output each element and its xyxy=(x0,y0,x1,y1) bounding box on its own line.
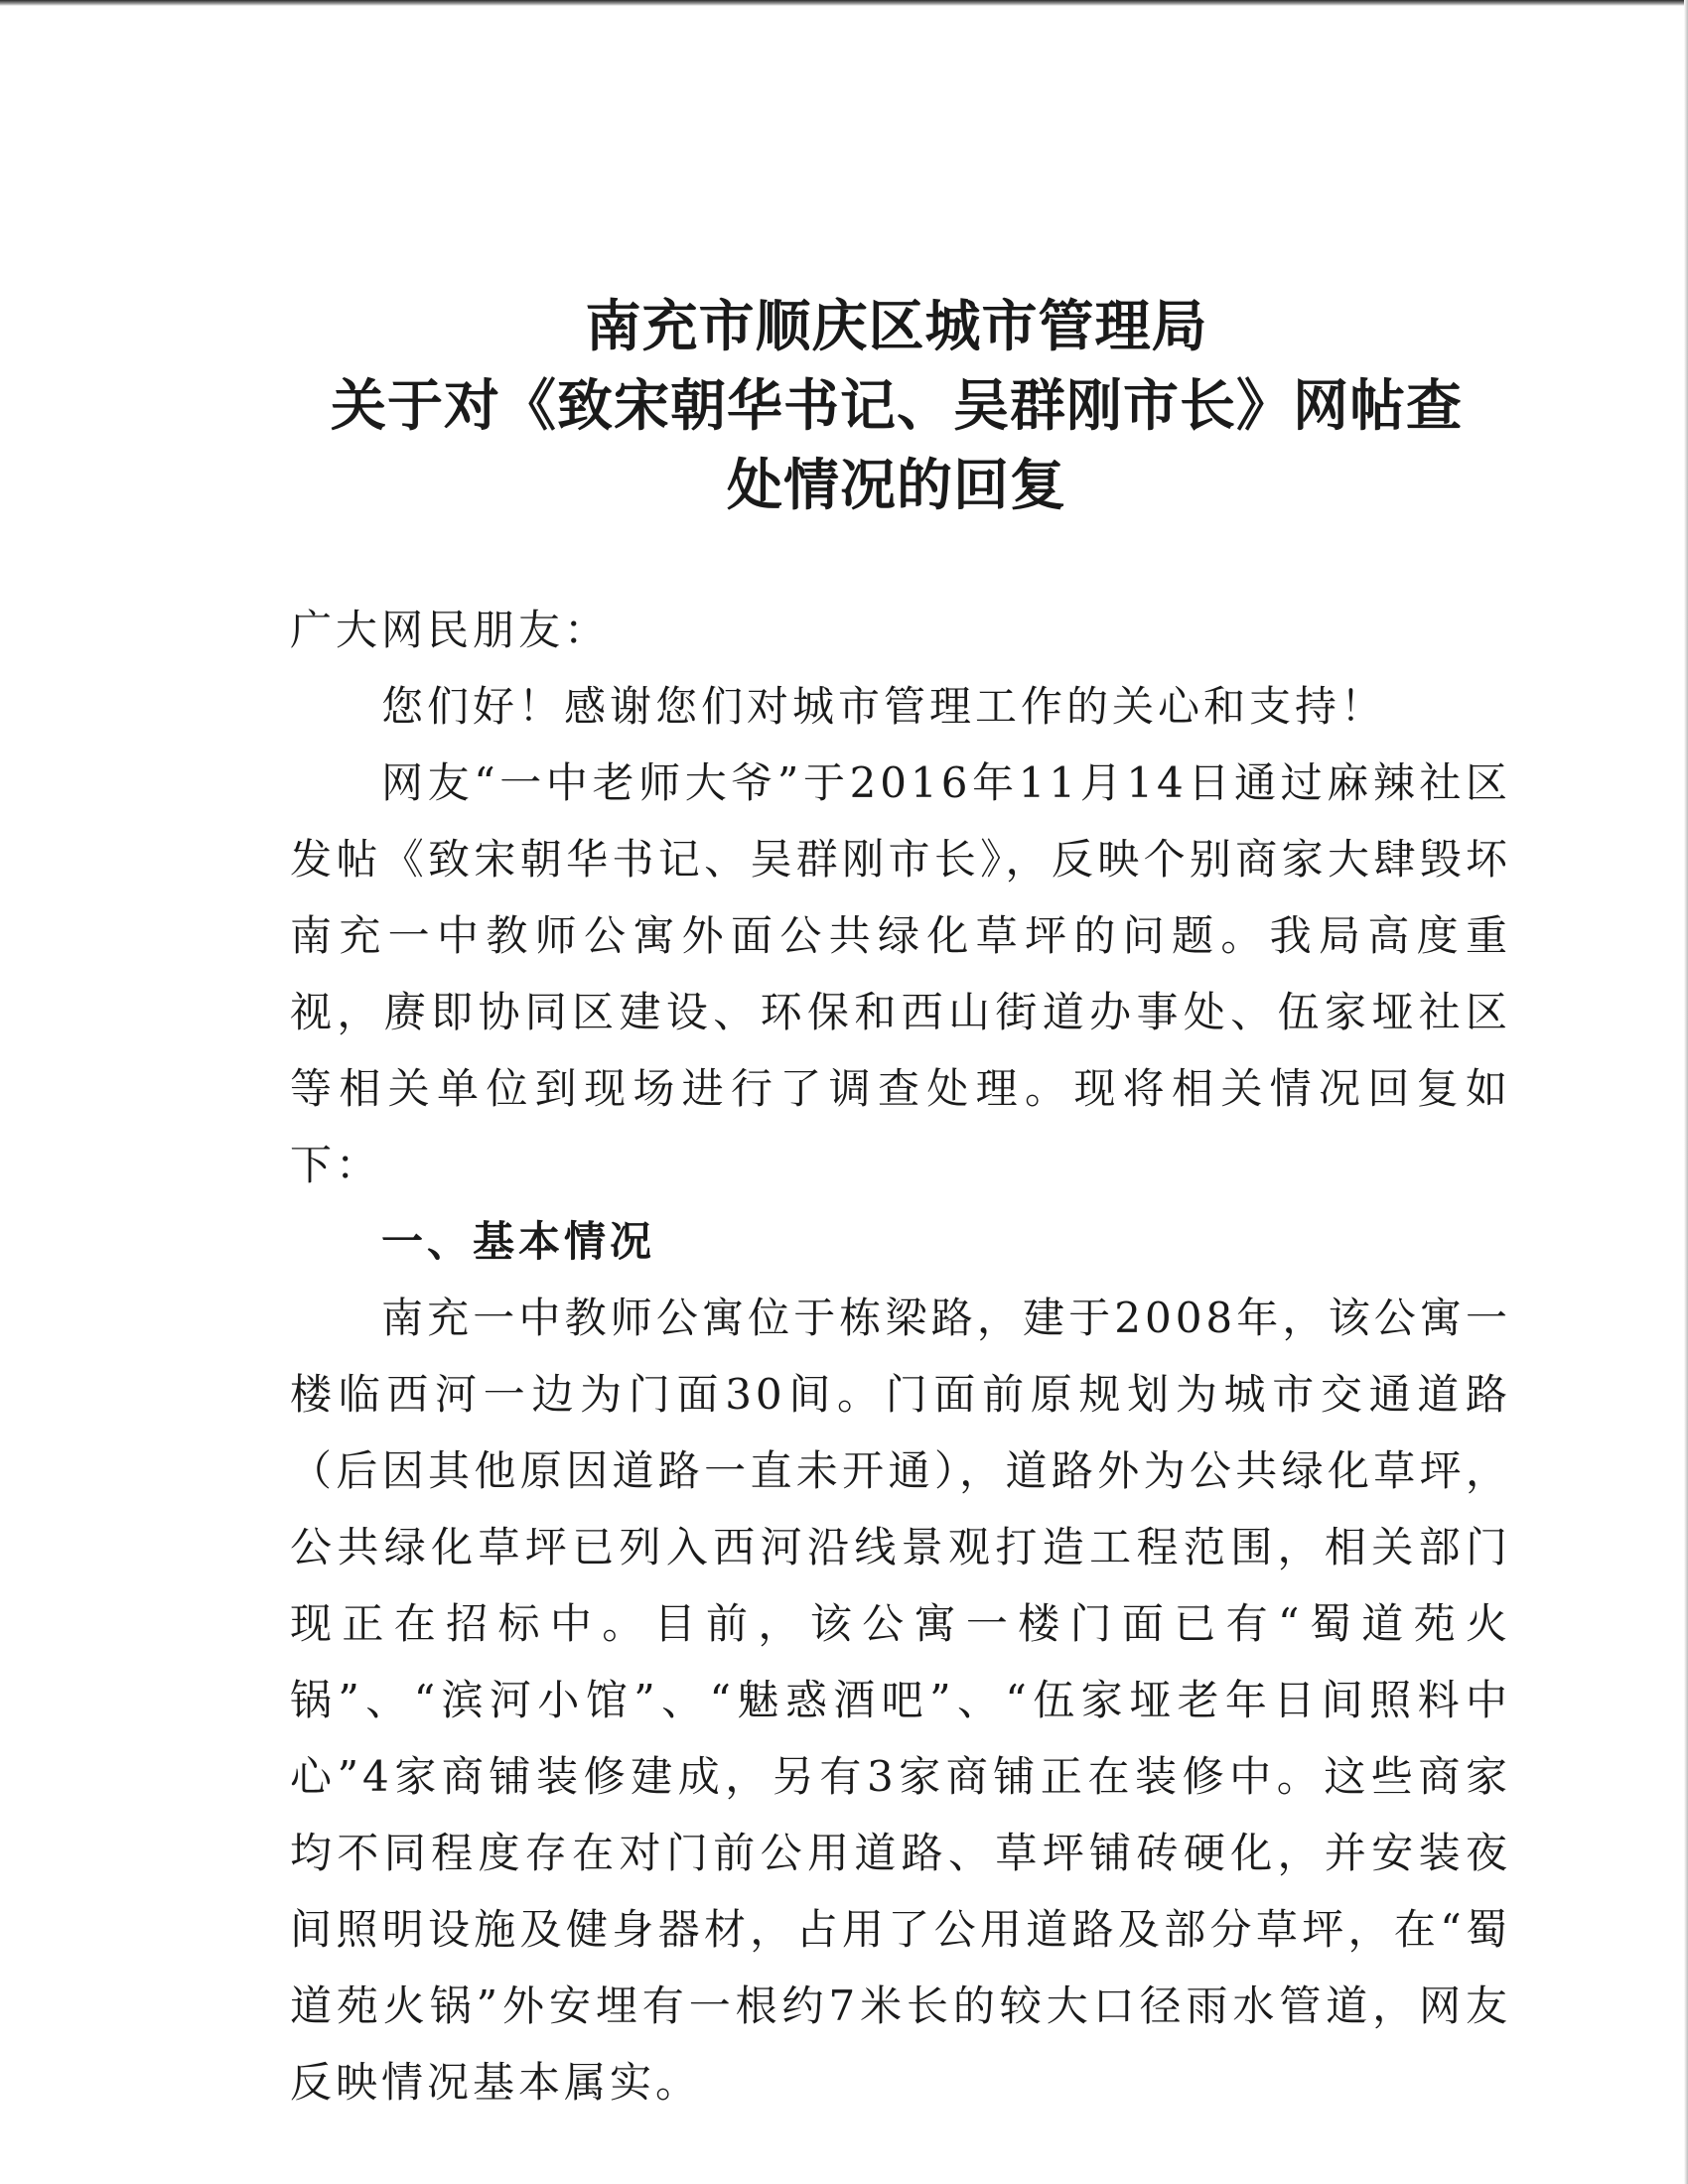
scan-top-edge xyxy=(0,0,1688,6)
document-title xyxy=(282,288,1511,526)
greeting-paragraph: 您们好！感谢您们对城市管理工作的关心和支持！ xyxy=(381,682,1387,731)
title-line-2: 关于对《致宋朝华书记、吴群刚市长》网帖查 xyxy=(331,374,1463,439)
section-body-paragraph: 南充一中教师公寓位于栋梁路，建于2008年，该公寓一楼临西河一边为门面30间。门面前原规划为城市交通道路（后因其他原因道路一直未开通），道路外为公共绿化草坪，公共绿化草坪已列入西河沿线景观打造工程范围，相关部门现正在招标中。目前，该公寓一楼门面已有“蜀道苑火锅”、“滨河小馆”、“魅惑酒吧”、“伍家垭老年日间照料中心”4家商铺装修建成，另有3家商铺正在装修中。这些商家均不同程度存在对门前公用道路、草坪铺砖硬化，并安装夜间照明设施及健身器材，占用了公用道路及部分草坪，在“蜀道苑火锅”外安埋有一根约7米长的较大口径雨水管道，网友反映情况基本属实。 xyxy=(290,1294,1511,2107)
scan-right-edge xyxy=(1684,0,1688,2184)
document-page xyxy=(290,288,1511,2120)
salutation: 广大网民朋友： xyxy=(290,606,611,654)
section-heading: 一、基本情况 xyxy=(381,1217,656,1266)
title-line-1: 南充市顺庆区城市管理局 xyxy=(585,295,1208,359)
intro-paragraph: 网友“一中老师大爷”于2016年11月14日通过麻辣社区发帖《致宋朝华书记、吴群刚市长》，反映个别商家大肆毁坏南充一中教师公寓外面公共绿化草坪的问题。我局高度重视，赓即协同区建设、环保和西山街道办事处、伍家垭社区等相关单位到现场进行了调查处理。现将相关情况回复如下： xyxy=(290,758,1511,1189)
title-line-3: 处情况的回复 xyxy=(727,454,1066,518)
